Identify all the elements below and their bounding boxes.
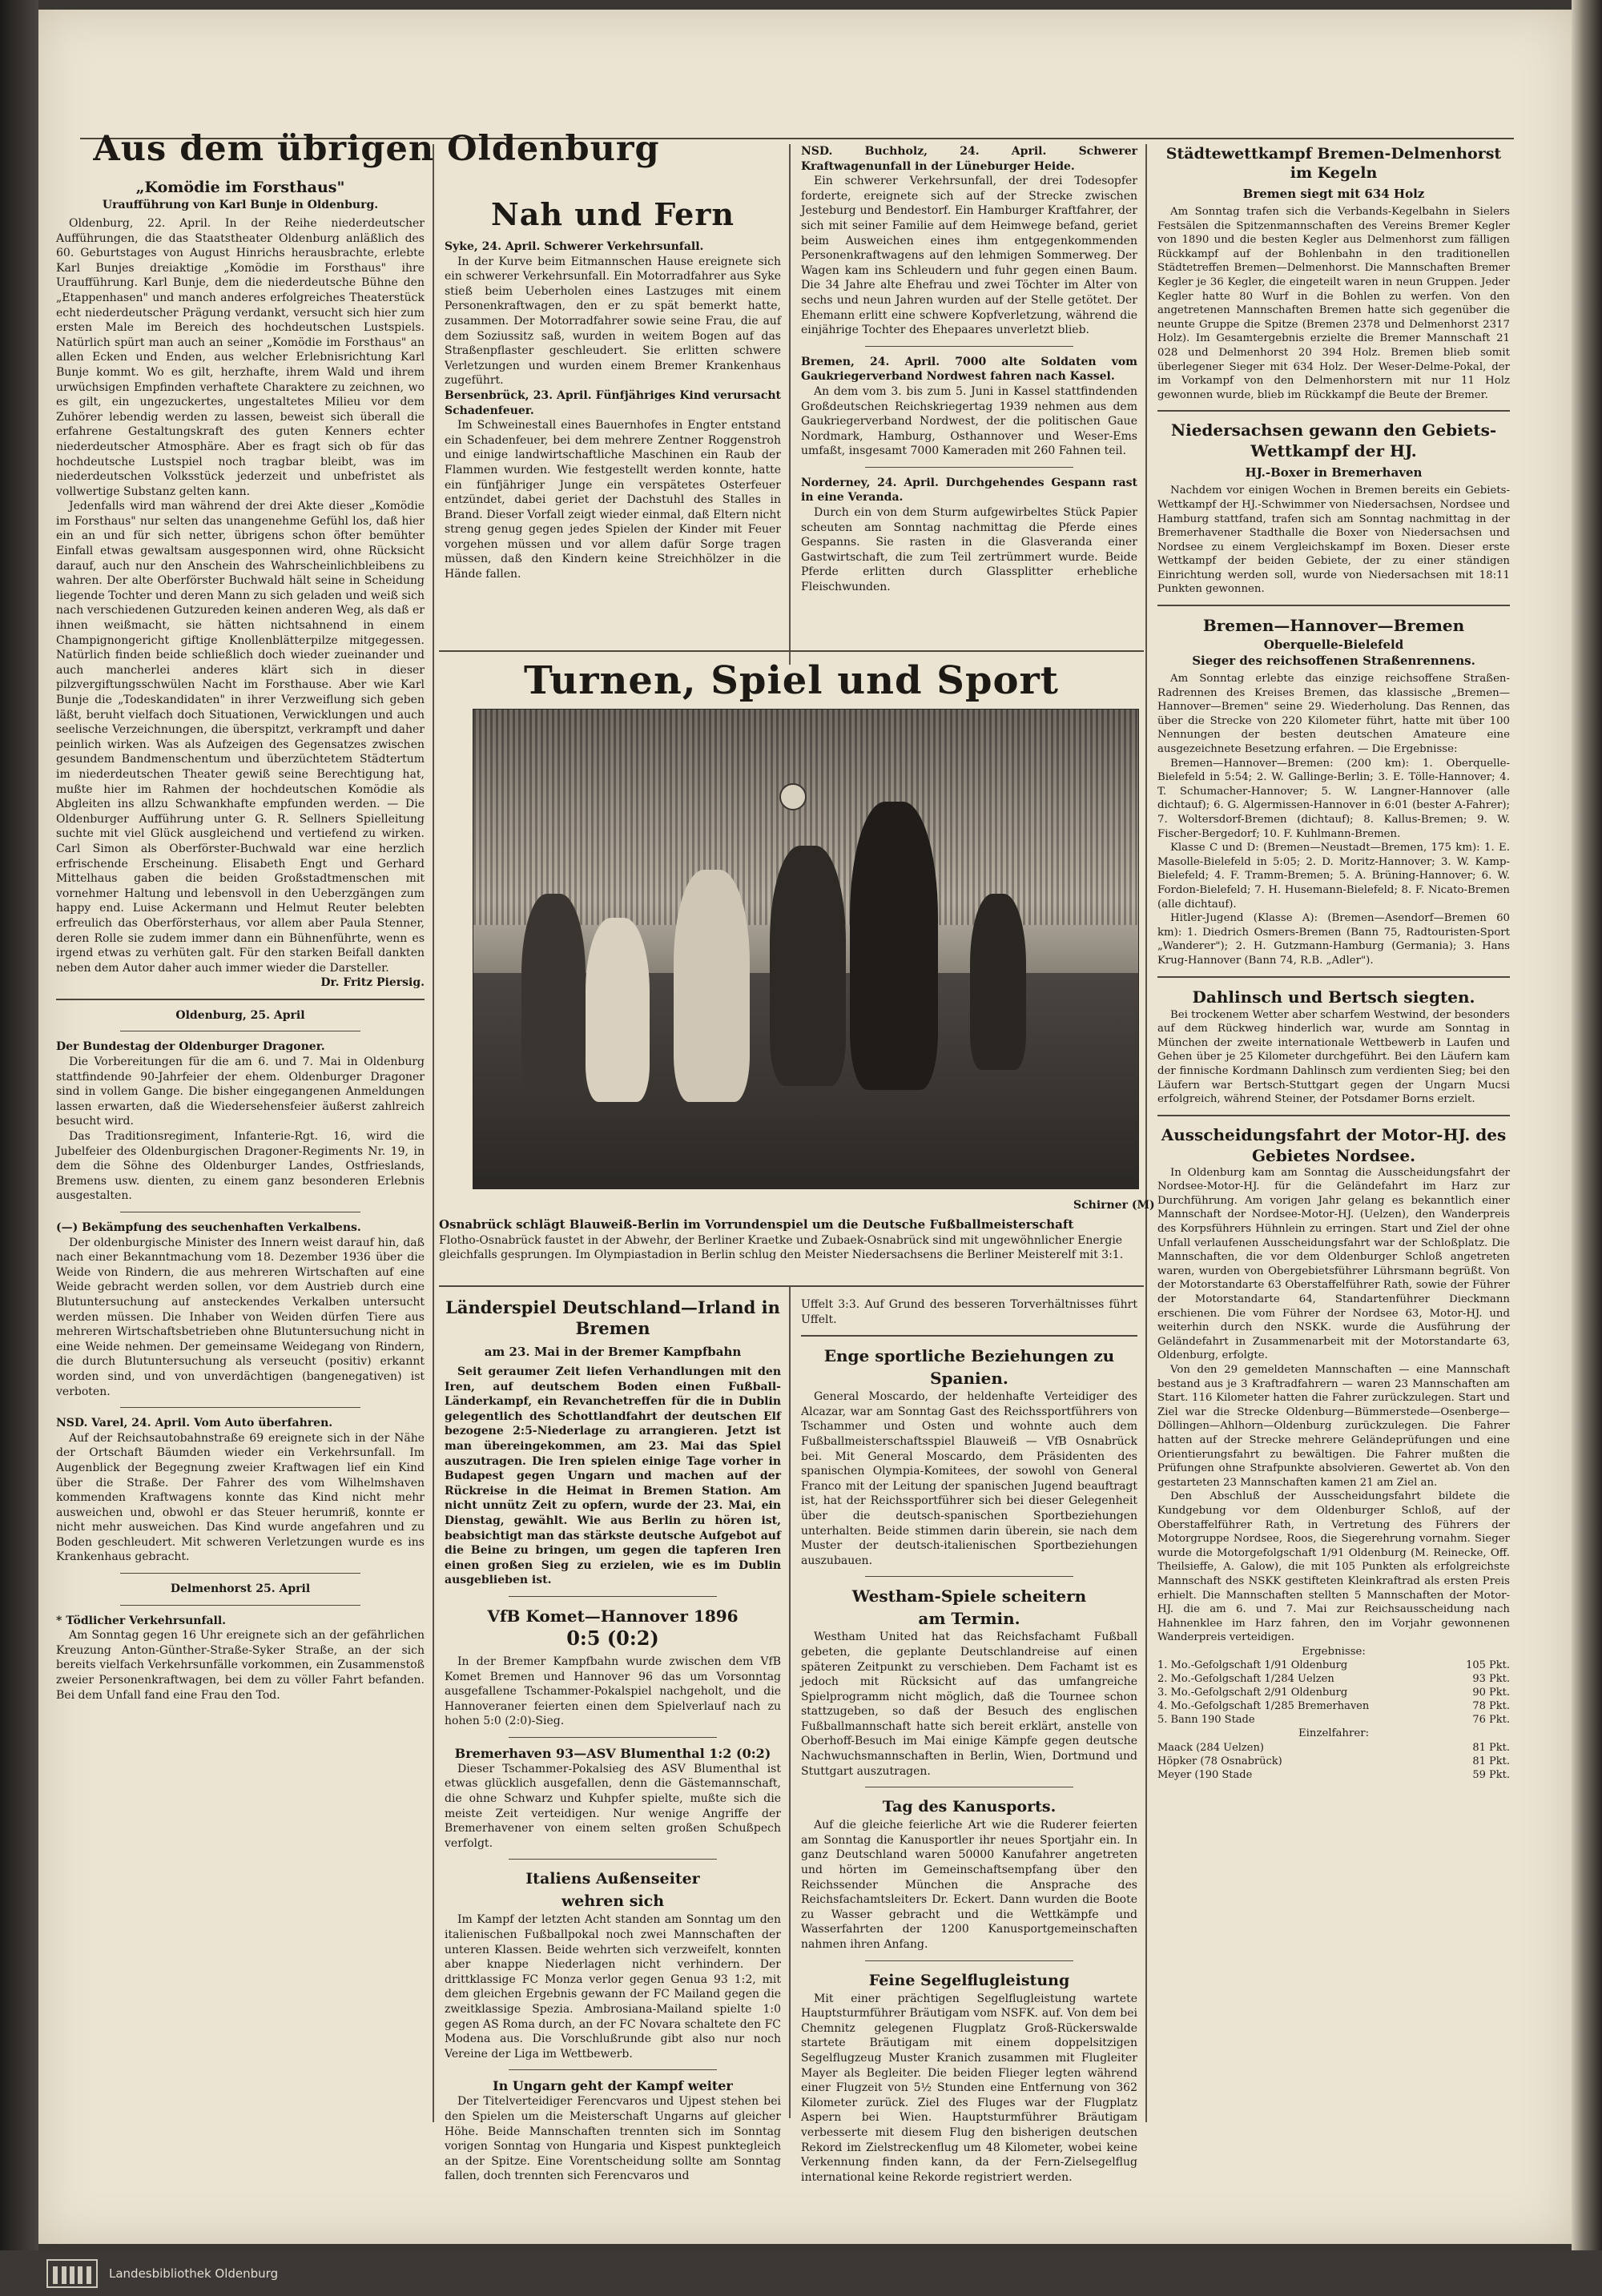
table-row <box>1157 1672 1510 1686</box>
result-paragraph: Bremen—Hannover—Bremen: (200 km): 1. Oberquelle-Bielefeld in 5:54; 2. W. Gallinge-Berlin; 3. E. Tölle-Hannover; 4. T. Schumacher-Hannover; 5. W. Langner-Hannover (alle dichtauf); 6. G. Algermissen-Hannover in 6:01 (bester A-Fahrer); 7. Woltersdorf-Bremen (dichtauf); 8. Kallus-Bremen; 9. W. Fischer-Bergedorf; 10. F. Kuhlmann-Bremen. <box>1157 757 1510 840</box>
table-row <box>1157 1659 1510 1672</box>
paragraph: Nachdem vor einigen Wochen in Bremen bereits ein Gebiets-Wettkampf der HJ.-Schwimmer von Niedersachsen, Nordsee und Hamburg stattfand, trafen sich am Sonntag nachmittag in der Bremerhavener Stadthalle die Boxer von Niedersachsen und Nordsee zu einem Vergleichskampf im Boxen. Dieser erste Wettkampf der beiden Gebiete, der zu einer ständigen Einrichtung werden soll, wurde von Niedersachsen mit 18:11 Punkten gewonnen. <box>1157 485 1510 596</box>
paragraph: Auf der Reichsautobahnstraße 69 ereignete sich in der Nähe der Ortschaft Bäumden wieder ein Verkehrsunfall. Im Augenblick der Begegnung zweier Kraftwagen lief ein Kind über die Straße. Der Fahrer des vom Wilhelmshaven kommenden Kraftwagens konnte das Kind nicht mehr ausweichen und, obwohl er das Steuer herumriß, konnte er nicht mehr ausweichen. Das Kind wurde angefahren und zu Boden geschleudert. Mit schweren Verletzungen wurde es ins Krankenhaus gebracht. <box>56 1431 425 1564</box>
divider <box>120 1407 360 1408</box>
paragraph: Bei trockenem Wetter aber scharfem Westwind, der besonders auf dem Rückweg hinderlich war, wurde am Sonntag in München der zweite internationale Wettbewerb in Laufen und Gehen über je 25 Kilometer durchgeführt. Bei den Läufern kam der finnische Kordmann Dahlinsch zum verdienten Sieg; bei den Läufern war Bertsch-Stuttgart gegen der Ungarn Mucsi erfolgreich, während Steiner, der Potsdamer Borns erzielt. <box>1157 1008 1510 1106</box>
result-points: 76 Pkt. <box>1472 1714 1510 1727</box>
article-title: „Komödie im Forsthaus" <box>135 179 345 196</box>
article-title: Bremen—Hannover—Bremen <box>1202 616 1465 636</box>
divider <box>56 999 425 1000</box>
paragraph: Von den 29 gemeldeten Mannschaften — eine Mannschaft bestand aus je 3 Kraftradfahrern — waren 23 Mannschaften am Start. 116 Kilometer hatten die Fahrer zurückzulegen. Start und Ziel war die Strecke Oldenburg—Bümmerstede—Osenberge—Döllingen—Ahlhorn—Oldenburg zurückzulegen. Die Fahrer hatten auf der Strecke mehrere Geländeprüfungen und eine Orientierungsfahrt zu bewältigen. Die Fahrer mußten die Prüfungen ohne Strafpunkte absolvieren. Gewertet ab. Von den gestarteten 23 Mannschaften kamen 21 am Ziel an. <box>1157 1364 1510 1489</box>
paragraph: Das Traditionsregiment, Infanterie-Rgt. 16, wird die Jubelfeier des Oldenburgischen Dragoner-Regiments Nr. 19, in dem die Söhne des Oldenburger Landes, Ostfrieslands, Bremens usw. dienten, zu einem ganz besonderen Erlebnis ausgestalten. <box>56 1130 425 1203</box>
divider <box>1157 976 1510 978</box>
result-points: 81 Pkt. <box>1472 1755 1510 1768</box>
paragraph: Der oldenburgische Minister des Innern weist darauf hin, daß nach einer Bekanntmachung vom 18. Dezember 1936 über die Weide von Rindern, die aus mehreren Wirtschaften auf eine Weide gebracht werden sollen, vor dem Austrieb durch eine Blutuntersuchung auf ansteckendes Verkalben untersucht werden müssen. Die Inhaber von Weiden dürfen Tiere aus mehreren Wirtschaftsbetrieben ohne Blutuntersuchung nicht in eine Weide nehmen. Der gemeinsame Weidegang von Rindern, die durch Blutuntersuchung als verseucht (positiv) erkannt worden sind, und von unverdächtigen (bangenegativen) ist verboten. <box>56 1236 425 1398</box>
football-photo <box>473 709 1139 1189</box>
result-name: 4. Mo.-Gefolgschaft 1/285 Bremerhaven <box>1157 1700 1370 1713</box>
result-points: 93 Pkt. <box>1472 1673 1510 1686</box>
results-title: Ergebnisse: <box>1302 1645 1366 1658</box>
paragraph: In Oldenburg kam am Sonntag die Ausscheidungsfahrt der Nordsee-Motor-HJ. für die Geländefahrt im Harz zur Durchführung. Am vorigen Jahr gelang es bekanntlich einer Mannschaft der Nordsee-Motor-HJ. (Uelzen), den Wanderpreis des Korpsführers Hühnlein zu erringen. Start und Ziel der ohne Unfall verlaufenen Ausscheidungsfahrt war der Schloßplatz. Die Mannschaften, die vor dem Oldenburger Schloß angetreten waren, wurden von Obergebietsführer Lührsmann begrüßt. Von der Motorstandarte 63 Oberstaffelführer Rath, sowie der Führer der Motorstandarte 64, Standartenführer Dieckmann erschienen. Die vom Führer der Nordsee 63, Motor-HJ. und weiterhin durch den NSKK. wurde die Ausführung der Geländefahrt in Zusammenarbeit mit der Motorstandarte 63, Oldenburg, erfolgte. <box>1157 1166 1510 1362</box>
article-title: Bremerhaven 93—ASV Blumenthal 1:2 (0:2) <box>454 1745 771 1761</box>
results-table <box>1157 1659 1510 1727</box>
dateline: Delmenhorst 25. April <box>170 1582 311 1596</box>
paragraph: An dem vom 3. bis zum 5. Juni in Kassel stattfindenden Großdeutschen Reichskriegertag 1939 nehmen aus dem Gaukriegerverband Nordwest, der die politischen Gaue Nordmark, Hamburg, Osthannover und Weser-Ems umfaßt, insgesamt 7000 Kameraden mit 260 Fahnen teil. <box>801 384 1137 458</box>
article-subtitle: am 23. Mai in der Bremer Kampfbahn <box>484 1345 742 1359</box>
result-paragraph: Hitler-Jugend (Klasse A): (Bremen—Asendorf—Bremen 60 km): 1. Diedrich Osmers-Bremen (Bann 75, Radtouristen-Sport „Wanderer"); 2. H. Gutzmann-Hamburg (Germania); 3. Hans Krug-Hannover (Bann 74, R.B. „Adler"). <box>1157 912 1510 967</box>
caption-tail: Uffelt 3:3. Auf Grund des besseren Torverhältnisses führt Uffelt. <box>801 1298 1137 1326</box>
library-name: Landesbibliothek Oldenburg <box>109 2266 279 2281</box>
sport-section-title: Turnen, Spiel und Sport <box>524 658 1059 703</box>
column-rule <box>789 1285 791 2118</box>
article-subtitle: Oberquelle-Bielefeld <box>1263 637 1404 653</box>
result-paragraph: Klasse C und D: (Bremen—Neustadt—Bremen, 175 km): 1. E. Masolle-Bielefeld in 5:05; 2. D. Moritz-Hannover; 3. W. Kamp-Bielefeld; 4. F. Tramm-Bremen; 5. A. Brüning-Hannover; 6. W. Fordon-Bielefeld; 7. H. Husemann-Bielefeld; 8. F. Nicato-Bremen (alle dichtauf). <box>1157 842 1510 911</box>
article-lead-text: Bremen, 24. April. 7000 alte Soldaten vom Gaukriegerverband Nordwest fahren nach Kassel. <box>801 355 1137 384</box>
result-name: 1. Mo.-Gefolgschaft 1/91 Oldenburg <box>1157 1659 1348 1672</box>
player-figure <box>770 846 846 1086</box>
article-subtitle: Uraufführung von Karl Bunje in Oldenburg. <box>102 199 379 211</box>
paragraph: Am Sonntag erlebte das einzige reichsoffene Straßen-Radrennen des Kreises Bremen, das klassische „Bremen—Hannover—Bremen" seine 29. Wiederholung. Das Rennen, das über die Strecke von 220 Kilometer führt, hatte mit über 100 Nennungen der besten deutschen Amateure eine ausgezeichnete Besetzung erfahren. — Die Ergebnisse: <box>1157 673 1510 756</box>
section-title: Aus dem übrigen Oldenburg <box>93 129 660 169</box>
article-lead <box>445 239 781 255</box>
article-lead <box>445 388 781 418</box>
paragraph: Den Abschluß der Ausscheidungsfahrt bildete die Kundgebung vor dem Oldenburger Schloß, auf der Oberstaffelführer Rath, in Vertretung des Führers der Motorgruppe Nordsee, Roos, die Siegerehrung vornahm. Sieger wurde die Motorgefolgschaft 1/91 Oldenburg (M. Reinecke, Off. Theilsieffe, A. Galow), die mit 105 Punkten als erfolgreichste Mannschaft des NSKK gestifteten Kleinkraftrad als ersten Preis erhielt. Die Mannschaften stellten 5 Mannschaften der Motor-HJ. die am 6. und 7. Mai zur Reichsausscheidung nach Hahnenklee im Harz fahren, den im Vorjahr gewonnenen Wanderpreis verteidigen. <box>1157 1490 1510 1644</box>
photo-caption-text: Flotho-Osnabrück faustet in der Abwehr, der Berliner Kraetke und Zubaek-Osnabrück sind mit ungewöhnlicher Energie gleichfalls gesprungen. Im Olympiastadion in Berlin schlug den Meister Niedersachsens die Berliner Meisterelf mit 3:1. <box>439 1234 1124 1261</box>
article-title: Städtewettkampf Bremen-Delmenhorst im Kegeln <box>1165 145 1502 182</box>
article-subtitle: HJ.-Boxer in Bremerhaven <box>1245 465 1423 481</box>
paragraph: Auf die gleiche feierliche Art wie die Ruderer feierten am Sonntag die Kanusportler ihr neues Sportjahr ein. In ganz Deutschland waren 50000 Kanufahrer angetreten und hörten im Gemeinschaftsempfang über den Reichssender München die Ansprache des Reichsfachamtsleiters Dr. Eckert. Dann wurden die Boote zu Wasser gebracht und die Wettkämpfe und Wasserfahrten der 1200 Kanusportgemeinschaften nahmen ihren Anfang. <box>801 1819 1137 1951</box>
article-title: In Ungarn geht der Kampf weiter <box>493 2078 733 2094</box>
paragraph: Seit geraumer Zeit liefen Verhandlungen mit den Iren, auf deutschem Boden einen Fußball-Länderkampf, ein Revanchetreffen für die in Dublin gelegentlich des Schottlandfahrt der deutschen Elf bezogene 2:5-Niederlage zu arrangieren. Jetzt ist man übereingekommen, am 23. Mai das Spiel auszutragen. Die Iren spielen einige Tage vorher in Budapest gegen Ungarn und machen auf der Rückreise in die Heimat in Bremen Station. Am nicht unnütz Zeit zu opfern, wurde der 23. Mai, ein Dienstag, gewählt. Wie aus Berlin zu hören ist, beabsichtigt man das stärkste deutsche Aufgebot auf die Beine zu bringen, um gegen die tapferen Iren einen großen Sieg zu erzielen, wie es im Dublin ausgeblieben ist. <box>445 1365 781 1587</box>
player-figure <box>970 894 1026 1070</box>
paragraph: Westham United hat das Reichsfachamt Fußball gebeten, die geplante Deutschlandreise auf einen späteren Zeitpunkt zu verschieben. Dem Fachamt ist es jedoch mit Rücksicht auf das umfangreiche Spielprogramm nicht möglich, daß die Tournee schon stattzugeben, so daß der Besuch des englischen Fußballmannschaft hatte sich bereit erklärt, anstelle von Oberhoff-Besuch im Mai einige Kämpfe gegen deutsche Nachwuchsmannschaften in Berlin, Wien, Dortmund und Stuttgart auszutragen. <box>801 1631 1137 1778</box>
result-points: 59 Pkt. <box>1472 1769 1510 1782</box>
article-title: Westham-Spiele scheitern am Termin. <box>851 1586 1087 1629</box>
paragraph: Am Sonntag gegen 16 Uhr ereignete sich an der gefährlichen Kreuzung Anton-Günther-Straße-Syker Straße, an der sich bereits vielfach Verkehrsunfälle vorkommen, ein Zusammenstoß zweier Personenkraftwagen, bei dem zu völler Fahrt befanden. Bei dem Unfall fand eine Frau den Tod. <box>56 1629 425 1702</box>
caption-rule <box>439 1285 1144 1287</box>
dateline: Oldenburg, 25. April <box>175 1008 305 1022</box>
paragraph: Im Kampf der letzten Acht standen am Sonntag um den italienischen Fußballpokal noch zwei Mannschaften der unteren Klassen. Beide wehrten sich verzweifelt, konnten aber knappe Niederlagen nicht verhindern. Der drittklassige FC Monza verlor gegen Genua 93 1:2, mit dem gleichen Ergebnis gewann der FC Mailand gegen die zweitklassige Spezia. Ambrosiana-Mailand spielte 1:0 gegen AS Roma durch, an der FC Novara schaltete den FC Modena aus. Die Vorschlußrunde gibt also nur noch Vereine der Liga im Wettbewerb. <box>445 1913 781 2061</box>
divider <box>1157 1115 1510 1116</box>
article-title: Italiens Außenseiter wehren sich <box>525 1870 700 1911</box>
article-lead: * Tödlicher Verkehrsunfall. <box>56 1614 227 1627</box>
article-title: Tag des Kanusports. <box>882 1798 1057 1816</box>
divider <box>865 1576 1073 1577</box>
divider <box>801 1335 1137 1337</box>
paragraph: Mit einer prächtigen Segelflugleistung wartete Hauptsturmführer Bräutigam vom NSFK. auf. Von dem bei Chemnitz gelegenen Flugplatz Groß-Rückerswalde startete Bräutigam mit einem doppelsitzigen Segelflugzeug Muster Kranich zusammen mit Flugleiter Mayer als Begleiter. Die beiden Flieger legten während einer Flugzeit von 5½ Stunden eine Entfernung von 362 Kilometer zurück. Ziel des Fluges war der Flugplatz Aspern bei Wien. Hauptsturmführer Bräutigam verbesserte mit diesem Flug den bisherigen deutschen Rekord im Zielstreckenflug um 48 Kilometer, wobei keine Verkennung finden kann, da der Fern-Zielsegelflug international keine Rekorde registriert werden. <box>801 1992 1137 2184</box>
result-name: 2. Mo.-Gefolgschaft 1/284 Uelzen <box>1157 1673 1334 1686</box>
signature: Dr. Fritz Piersig. <box>320 976 425 990</box>
sport-rule <box>439 650 1144 652</box>
divider <box>120 1573 360 1574</box>
article-title: Ausscheidungsfahrt der Motor-HJ. des Gebietes Nordsee. <box>1161 1124 1507 1165</box>
result-name: 5. Bann 190 Stade <box>1157 1714 1255 1727</box>
paragraph: Die Vorbereitungen für die am 6. und 7. Mai in Oldenburg stattfindende 90-Jahrfeier der ehem. Oldenburger Dragoner sind in vollem Gange. Die bisher eingegangenen Anmeldungen lassen erwarten, daß die Wiedersehensfeier äußerst zahlreich besucht wird. <box>56 1056 425 1128</box>
paragraph: Dieser Tschammer-Pokalsieg des ASV Blumenthal ist etwas glücklich ausgefallen, denn die Gästemannschaft, die ohne Schwarz und Kuhpfer spielte, mußte sich die meiste Zeit verteidigen. Nur wenige Angriffe der Bremerhavener von einem selten großen Schußpech verfolgt. <box>445 1762 781 1850</box>
divider <box>509 1859 717 1860</box>
score: 0:5 (0:2) <box>566 1626 659 1650</box>
article-subtitle: Bremen siegt mit 634 Holz <box>1242 187 1425 201</box>
article-subtitle: Sieger des reichsoffenen Straßenrennens. <box>1192 653 1475 669</box>
viewer-footer <box>0 2250 1602 2296</box>
divider <box>509 2069 717 2070</box>
photo-caption-head: Osnabrück schlägt Blauweiß-Berlin im Vorrundenspiel um die Deutsche Fußballmeisterschaft <box>439 1217 1074 1232</box>
paragraph: Der Titelverteidiger Ferencvaros und Ujpest stehen bei den Spielen um die Meisterschaft Ungarns auf gleicher Höhe. Beide Mannschaften trennten sich im Sonntag vorigen Sonntag von Hungaria und Kispest punktegleich an der Spitze. Eine Vorentscheidung sollte am Sonntag fallen, doch trennten sich Ferencvaros und <box>445 2095 781 2183</box>
scan-left-edge <box>0 0 38 2250</box>
column-3 <box>801 144 1137 595</box>
photo-credit: Schirner (M) <box>1073 1199 1155 1212</box>
library-logo-icon <box>46 2259 98 2288</box>
article-lead <box>801 476 1137 505</box>
paragraph: In der Bremer Kampfbahn wurde zwischen dem VfB Komet Bremen und Hannover 96 das um Vorsonntag ausgefallene Tschammer-Pokalspiel nachgeholt, und die Hannoveraner feierten einen dem Spielverlauf nach zu hohen 5:0 (2:0)-Sieg. <box>445 1655 781 1728</box>
article-lead-text: Syke, 24. April. Schwerer Verkehrsunfall. <box>445 240 704 253</box>
paragraph: Ein schwerer Verkehrsunfall, der drei Todesopfer forderte, ereignete sich auf der Strecke zwischen Jesteburg und Bendestorf. Ein Hamburger Kraftfahrer, der sich mit seiner Familie auf dem Heimwege befand, geriet beim Ausweichen eines ihm entgegenkommenden Personenkraftwagens auf den lehmigen Sommerweg. Der Wagen kam ins Schleudern und fuhr gegen einen Baum. Die 34 Jahre alte Ehefrau und zwei Töchter im Alter von sechs und neun Jahren wurden auf der Stelle getötet. Der Ehemann erlitt eine schwere Kopfverletzung, während die einjährige Tochter des Ehepaares unverletzt blieb. <box>801 175 1137 337</box>
result-points: 81 Pkt. <box>1472 1742 1510 1755</box>
table-row <box>1157 1768 1510 1782</box>
scan-right-edge <box>1572 0 1602 2250</box>
divider <box>1157 410 1510 412</box>
paragraph: Im Schweinestall eines Bauernhofes in Engter entstand ein Schadenfeuer, bei dem mehrere Zentner Roggenstroh und einige landwirtschaftliche Maschinen ein Raub der Flammen wurden. Wie festgestellt werden konnte, hatte ein fünfjähriger Junge ein verspätetes Osterfeuer entzündet, dabei geriet der Dachstuhl des Stalles in Brand. Dieser Vorfall zeigt wieder einmal, daß Eltern nicht streng genug gegen jedes Spielen der Kinder mit Feuer vorgehen müssen und vor allem dafür Sorge tragen müssen, daß den Kindern keine Streichhölzer in die Hände fallen. <box>445 419 781 581</box>
paragraph: Am Sonntag trafen sich die Verbands-Kegelbahn in Sielers Festsälen die Spitzenmannschaften des Vereins Bremer Kegler von 1890 und die besten Kegler aus Delmenhorst zum fälligen Rückkampf auf der Bohlenbahn in den traditionellen Städtetreffen Bremen—Delmenhorst. Die Mannschaften Bremer Kegler je 36 Kegler, die eingeteilt waren in neun Gruppen. Jeder Kegler hatte 80 Wurf in die Bohlen zu werfen. Von den angetretenen Mannschaften Bremen hatte sich gegenüber die neunte Gruppe die Spitze (Bremen 2378 und Delmenhorst 2317 Holz). Im Gesamtergebnis erzielte die Bremer Mannschaft 21 028 und Delmenhorst 20 394 Holz. Bremen blieb somit überlegener Sieger mit 634 Holz. Der Weser-Delme-Pokal, der im Vorkampf von den Delmenhorstern mit nur 11 Holz gewonnen wurde, blieb im Rückkampf die Beute der Bremer. <box>1157 206 1510 401</box>
divider <box>509 1737 717 1738</box>
table-row <box>1157 1686 1510 1699</box>
result-name: Höpker (78 Osnabrück) <box>1157 1755 1282 1768</box>
single-results-table <box>1157 1741 1510 1782</box>
article-lead: Der Bundestag der Oldenburger Dragoner. <box>56 1040 325 1054</box>
article-lead-text: Norderney, 24. April. Durchgehendes Gespann rast in eine Veranda. <box>801 476 1137 505</box>
result-points: 90 Pkt. <box>1472 1687 1510 1699</box>
result-name: 3. Mo.-Gefolgschaft 2/91 Oldenburg <box>1157 1687 1348 1699</box>
article-title: Niedersachsen gewann den Gebiets-Wettkampf der HJ. <box>1170 420 1497 461</box>
article-lead <box>801 144 1137 174</box>
divider <box>865 346 1073 347</box>
sport-column-mid <box>801 1297 1137 2185</box>
article-title: Länderspiel Deutschland—Irland in Bremen <box>445 1297 780 1338</box>
column-2 <box>445 196 781 582</box>
article-lead <box>801 355 1137 384</box>
result-points: 105 Pkt. <box>1466 1659 1510 1672</box>
player-figure <box>674 870 750 1102</box>
player-figure <box>521 894 586 1094</box>
article-title: Dahlinsch und Bertsch siegten. <box>1192 987 1475 1007</box>
article-lead-text: Bersenbrück, 23. April. Fünfjähriges Kind verursacht Schadenfeuer. <box>445 388 781 417</box>
column-right <box>1157 144 1510 1782</box>
divider <box>865 1960 1073 1961</box>
section-title: Nah und Fern <box>491 196 735 232</box>
paragraph: Oldenburg, 22. April. In der Reihe niederdeutscher Aufführungen, die das Staatstheater Oldenburg anläßlich des 60. Geburtstages von August Hinrichs herausbrachte, erlebte Karl Bunjes dreiaktige „Komödie im Forsthaus" ihre Uraufführung. Karl Bunje, dem die niederdeutsche Bühne den „Etappenhasen" und manch anderes erfolgreiches Theaterstück echt niederdeutscher Prägung verdankt, versucht sich hier zum ersten Male im Bereich des hochdeutschen Lustspiels. Natürlich spürt man auch an seiner „Komödie im Forsthaus" an allen Ecken und Enden, aus welcher Erlebnisrichtung Karl Bunje kommt. Wo es gilt, herzhafte, ihrem Wald und ihrem urwüchsigen Empfinden verhaftete Charaktere zu zeichnen, wo es gilt, ein ungezuckertes, ungestaltetes Milieu vor dem Zuhörer lebendig werden zu lassen, beweist sich überall die erfahrene Gestaltungskraft des guten Kenners echter niederdeutscher Atmosphäre. Aber es fragt sich ob für das hochdeutsche Lustspiel noch tragbar bleibt, was im niederdeutschen Volksstück jederzeit und unbefristet als vollwertige Substanz gelten kann. <box>56 217 425 498</box>
article-lead: (—) Bekämpfung des seuchenhaften Verkalbens. <box>56 1221 361 1234</box>
divider <box>865 467 1073 468</box>
article-lead-text: NSD. Buchholz, 24. April. Schwerer Kraftwagenunfall in der Lüneburger Heide. <box>801 145 1137 173</box>
paragraph: Jedenfalls wird man während der drei Akte dieser „Komödie im Forsthaus" nur selten das unangenehme Gefühl los, daß hier ein an und für sich netter, übrigens schon öfter bemühter Einfall etwas gewaltsam ausgesponnen wird, ohne Rücksicht darauf, auch nur den Anschein des Wahrscheinlichbleibens zu wahren. Der alte Oberförster Buchwald hält seine in Scheidung liegende Tochter und deren Mann zu sich geladen und weiß sich nach verschiedenen Gutzureden keinen anderen Weg, als daß er ihnen weißmacht, sie hätten nichtsahnend in einem Champignongericht giftige Knollenblätterpilze mitgegessen. Natürlich finden beide schließlich doch wieder zueinander und auch mancherlei anderes klärt sich in dieser pilzvergiftungsschwülen Nacht im Forsthause. Aber wie Karl Bunje die „Todeskandidaten" in ihrer Verzweiflung sich geben läßt, beruht vielfach doch Situationen, Verwicklungen und auch seelische Verzeichnungen, die überspitzt, verkrampft und daher peinlich wirken. Was als Aufzeigen des Gegensatzes zwischen gesundem Bandmenschentum und überzüchtetem Städtertum im niederdeutschen Theater gewiß seine Berechtigung hat, mußte hier im Rahmen der hochdeutschen Komödie als Abgleiten ins allzu Schwankhafte empfunden werden. — Die Oldenburger Aufführung unter G. R. Sellners Spielleitung suchte mit viel Glück ausgleichend und vertiefend zu wirken. Carl Simon als Oberförster-Buchwald war eine herzlich erfrischende Erscheinung. Elisabeth Engt und Gerhard Mittelhaus gaben die beiden Großstadtmenschen mit vornehmer Haltung und lebensvoll in den Ueberzgängen zum happy end. Luise Ackermann und Helmut Reuter belebten erfreulich das Oberförsterhaus, vor allem aber Paula Stenner, deren Rolle sie zudem immer dann ein Bühnenführte, wenn es irgend etwas zu verhüten galt. Für den starken Beifall dankten neben dem Autor daher auch immer wieder die Darsteller. <box>56 500 425 975</box>
column-rule <box>1145 144 1147 2122</box>
sport-column-left <box>445 1297 781 2184</box>
result-name: Maack (284 Uelzen) <box>1157 1742 1264 1755</box>
result-name: Meyer (190 Stade <box>1157 1769 1253 1782</box>
divider <box>509 1596 717 1597</box>
paragraph: General Moscardo, der heldenhafte Verteidiger des Alcazar, war am Sonntag Gast des Reichssportführers von Tschammer und Osten und wohnte auch dem Fußballmeisterschaftsspiel Blauweiß — VfB Osnabrück bei. Mit General Moscardo, dem Präsidenten des spanischen Olympia-Komitees, der sowohl von General Franco mit der Leitung der spanischen Jugend beauftragt ist, hat der Reichssportführer sich bei dieser Gelegenheit über die deutsch-spanischen Sportbeziehungen unterhalten. Beide stimmen darin überein, sie nach dem Muster der deutsch-italienischen Sportbeziehungen auszubauen. <box>801 1390 1137 1567</box>
paragraph: Durch ein von dem Sturm aufgewirbeltes Stück Papier scheuten am Sonntag nachmittag die Pferde eines Gespanns. Sie rasten in die Glasveranda einer Gastwirtschaft, die zum Teil zertrümmert wurde. Beide Pferde erlitten durch Glassplitter erhebliche Fleischwunden. <box>801 506 1137 594</box>
table-row <box>1157 1713 1510 1727</box>
divider <box>120 1605 360 1606</box>
column-rule <box>433 144 434 2122</box>
paragraph: In der Kurve beim Eitmannschen Hause ereignete sich ein schwerer Verkehrsunfall. Ein Motorradfahrer aus Syke stieß beim Ueberholen eines Lastzuges mit einem Personenkraftwagen, den er zu spät bemerkt hatte, zusammen. Der Motorradfahrer sowie seine Frau, die auf dem Soziussitz saß, wurden in weitem Bogen auf das Straßenpflaster geschleudert. Sie erlitten schwere Verletzungen und wurden einem Bremer Krankenhaus zugeführt. <box>445 255 781 388</box>
divider <box>1157 605 1510 606</box>
table-row <box>1157 1755 1510 1768</box>
column-rule <box>789 144 791 665</box>
player-figure <box>850 802 938 1090</box>
article-title: VfB Komet—Hannover 1896 <box>487 1606 739 1626</box>
article-lead: NSD. Varel, 24. April. Vom Auto überfahren. <box>56 1417 333 1430</box>
result-points: 78 Pkt. <box>1472 1700 1510 1713</box>
article-title: Enge sportliche Beziehungen zu Spanien. <box>823 1346 1115 1389</box>
single-title: Einzelfahrer: <box>1298 1727 1370 1740</box>
table-row <box>1157 1741 1510 1755</box>
table-row <box>1157 1699 1510 1713</box>
football-ball <box>779 783 807 810</box>
player-figure <box>586 918 650 1102</box>
photo-caption <box>439 1217 1160 1262</box>
article-title: Feine Segelflugleistung <box>868 1971 1070 1989</box>
